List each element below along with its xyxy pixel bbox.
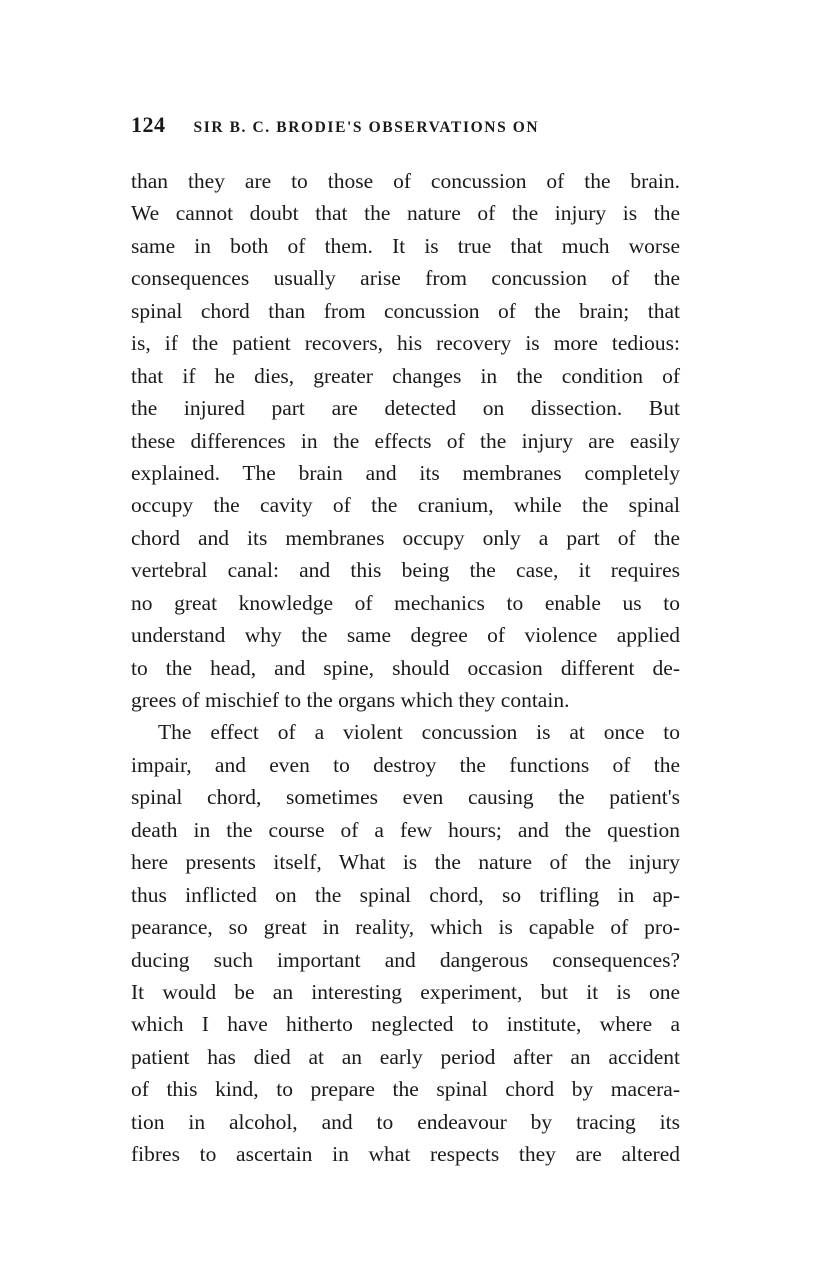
text-line: fibres to ascertain in what respects they are altered [131,1142,680,1167]
text-line: tion in alcohol, and to endeavour by tracing its [131,1109,680,1134]
text-line: than they are to those of concussion of the brain. [131,169,680,193]
text-line: same in both of them. It is true that much worse [131,233,680,258]
text-line: death in the course of a few hours; and the question [131,817,680,842]
text-line: the injured part are detected on dissection. But [131,396,680,421]
text-line: ducing such important and dangerous consequences? [131,947,680,972]
text-line: pearance, so great in reality, which is capable of pro- [131,915,680,940]
text-line: impair, and even to destroy the functions of the [131,752,680,777]
text-line: of this kind, to prepare the spinal chord by macera- [131,1077,680,1102]
paragraph-start-line: The effect of a violent concussion is at once to [158,720,680,745]
text-line: these differences in the effects of the injury are easily [131,428,680,453]
text-line: thus inflicted on the spinal chord, so trifling in ap- [131,882,680,907]
text-line: understand why the same degree of violence applied [131,623,680,648]
paragraph-end-line: grees of mischief to the organs which they contain. [131,688,570,712]
text-line: vertebral canal: and this being the case, it requires [131,558,680,583]
running-title: SIR B. C. BRODIE'S OBSERVATIONS ON [193,119,540,136]
text-line: occupy the cavity of the cranium, while the spinal [131,493,680,518]
text-line: chord and its membranes occupy only a part of the [131,525,680,550]
text-line: no great knowledge of mechanics to enable us to [131,590,680,615]
text-line: consequences usually arise from concussion of the [131,266,680,291]
text-line: explained. The brain and its membranes completely [131,460,680,485]
running-head [131,112,680,148]
text-line: spinal chord than from concussion of the brain; that [131,298,680,323]
text-line: is, if the patient recovers, his recovery is more tedious: [131,331,680,356]
body-text [131,165,680,1171]
text-line: that if he dies, greater changes in the condition of [131,363,680,388]
text-line: which I have hitherto neglected to institute, where a [131,1012,680,1037]
text-line: It would be an interesting experiment, but it is one [131,979,680,1004]
page-number: 124 [131,112,166,137]
text-line: We cannot doubt that the nature of the injury is the [131,201,680,226]
text-line: patient has died at an early period after an accident [131,1044,680,1069]
text-line: spinal chord, sometimes even causing the patient's [131,785,680,810]
book-page [131,112,680,1171]
text-line: to the head, and spine, should occasion different de- [131,655,680,680]
text-line: here presents itself, What is the nature of the injury [131,850,680,875]
